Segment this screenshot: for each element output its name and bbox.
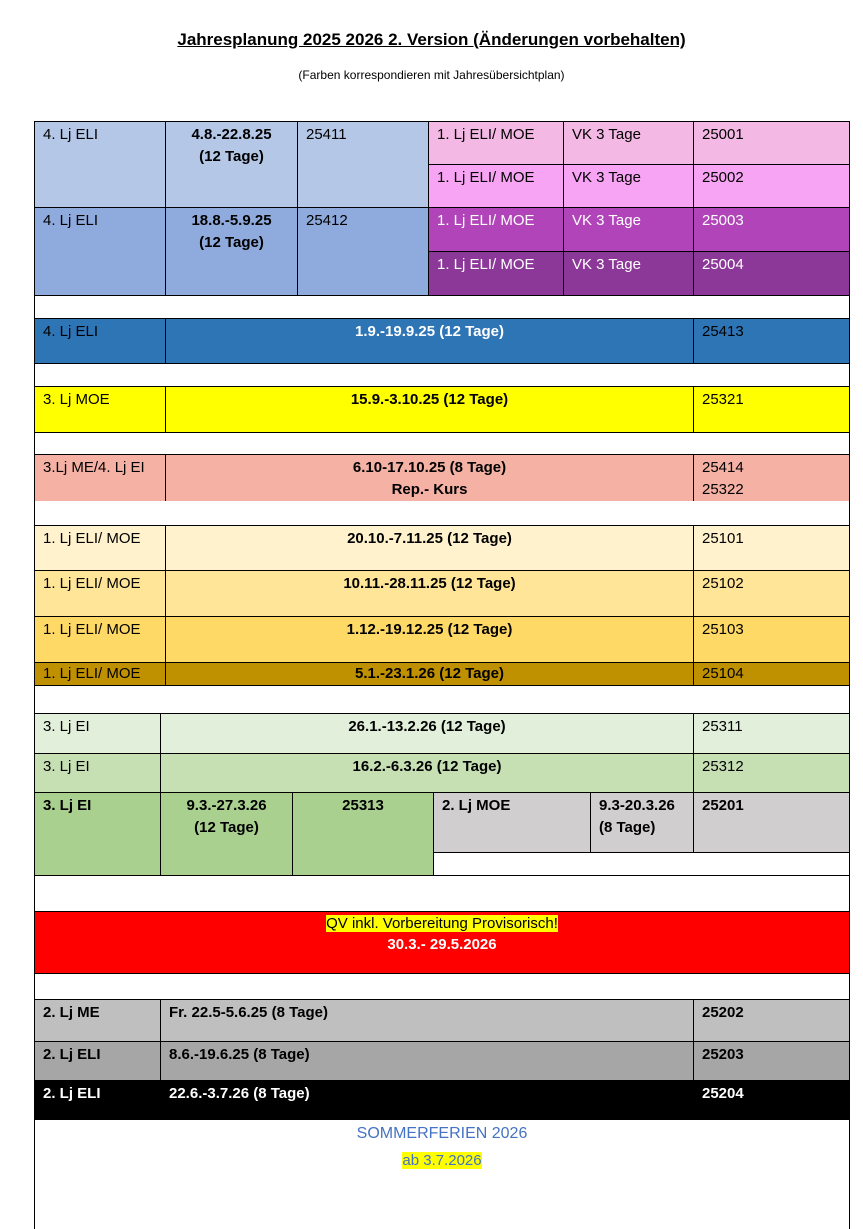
days-text: (12 Tage) <box>199 234 264 251</box>
lj-cell: 2. Lj ELI <box>34 1080 161 1120</box>
date-cell <box>165 207 298 296</box>
date-cell <box>160 792 293 876</box>
days-text: (12 Tage) <box>194 819 259 836</box>
date-cell: 16.2.-6.3.26 (12 Tage) <box>160 753 694 793</box>
lj-cell: 2. Lj ELI <box>34 1041 161 1081</box>
code-cell: 25001 <box>693 121 850 165</box>
date-text: 4.8.-22.8.25 <box>191 126 272 143</box>
date-text: 18.8.-5.9.25 <box>191 212 272 229</box>
spacer-row <box>34 295 850 319</box>
date-cell: 15.9.-3.10.25 (12 Tage) <box>165 386 694 433</box>
date-cell: 1.12.-19.12.25 (12 Tage) <box>165 616 694 663</box>
date-cell <box>165 454 694 502</box>
code-text: 25322 <box>702 481 744 498</box>
code-text: 25414 <box>702 459 744 476</box>
lj-cell: 2. Lj MOE <box>433 792 591 853</box>
spacer-row <box>34 685 850 714</box>
date-cell: 5.1.-23.1.26 (12 Tage) <box>165 662 694 686</box>
lj-cell: 3. Lj EI <box>34 713 161 754</box>
code-cell: 25103 <box>693 616 850 663</box>
code-cell: 25101 <box>693 525 850 571</box>
code-cell: 25311 <box>693 713 850 754</box>
lj-cell: 3. Lj EI <box>34 792 161 876</box>
code-cell: 25104 <box>693 662 850 686</box>
lj-cell: 1. Lj ELI/ MOE <box>34 616 166 663</box>
page-title: Jahresplanung 2025 2026 2. Version (Änderungen vorbehalten) <box>177 30 686 49</box>
code-cell: 25413 <box>693 318 850 364</box>
code-cell: 25313 <box>292 792 434 876</box>
code-cell: 25102 <box>693 570 850 617</box>
lj-cell: 4. Lj ELI <box>34 207 166 296</box>
lj-cell: 1. Lj ELI/ MOE <box>428 121 564 165</box>
sommer-date-wrap <box>34 1152 850 1169</box>
code-cell: 25321 <box>693 386 850 433</box>
lj-cell: 3. Lj EI <box>34 753 161 793</box>
vk-cell: VK 3 Tage <box>563 121 694 165</box>
code-cell: 25204 <box>693 1080 850 1120</box>
page-subtitle: (Farben korrespondieren mit Jahresübersichtplan) <box>298 68 565 82</box>
lj-cell: 1. Lj ELI/ MOE <box>428 251 564 296</box>
code-cell: 25411 <box>297 121 429 208</box>
days-text: (12 Tage) <box>199 148 264 165</box>
date-cell: 10.11.-28.11.25 (12 Tage) <box>165 570 694 617</box>
date-cell <box>590 792 694 853</box>
lj-cell: 1. Lj ELI/ MOE <box>34 525 166 571</box>
lj-cell: 1. Lj ELI/ MOE <box>34 662 166 686</box>
code-cell <box>693 454 850 502</box>
code-cell: 25312 <box>693 753 850 793</box>
lj-cell: 2. Lj ME <box>34 999 161 1042</box>
date-cell: 8.6.-19.6.25 (8 Tage) <box>160 1041 694 1081</box>
code-cell: 25412 <box>297 207 429 296</box>
lj-cell: 1. Lj ELI/ MOE <box>34 570 166 617</box>
vk-cell: VK 3 Tage <box>563 164 694 208</box>
lj-cell: 3.Lj ME/4. Lj EI <box>34 454 166 502</box>
spacer-row <box>34 973 850 1000</box>
qv-date: 30.3.- 29.5.2026 <box>387 936 497 953</box>
code-cell: 25202 <box>693 999 850 1042</box>
lj-cell: 1. Lj ELI/ MOE <box>428 207 564 252</box>
sommer-title: SOMMERFERIEN 2026 <box>356 1125 528 1142</box>
spacer-row <box>34 432 850 455</box>
code-cell: 25003 <box>693 207 850 252</box>
sommer-date: ab 3.7.2026 <box>402 1152 482 1169</box>
lj-cell: 3. Lj MOE <box>34 386 166 433</box>
date-cell <box>165 121 298 208</box>
spacer-row <box>34 501 850 526</box>
date-cell: 20.10.-7.11.25 (12 Tage) <box>165 525 694 571</box>
date-cell: 1.9.-19.9.25 (12 Tage) <box>165 318 694 364</box>
lj-cell: 4. Lj ELI <box>34 121 166 208</box>
spacer-row <box>34 875 850 912</box>
code-cell: 25002 <box>693 164 850 208</box>
lj-cell: 1. Lj ELI/ MOE <box>428 164 564 208</box>
date-cell: 26.1.-13.2.26 (12 Tage) <box>160 713 694 754</box>
date-text: 9.3-20.3.26 <box>599 797 675 814</box>
code-cell: 25201 <box>693 792 850 853</box>
days-text: (8 Tage) <box>599 819 656 836</box>
date-text: 6.10-17.10.25 (8 Tage) <box>352 459 507 476</box>
spacer-cell <box>433 852 850 876</box>
lj-cell: 4. Lj ELI <box>34 318 166 364</box>
code-cell: 25004 <box>693 251 850 296</box>
note-text: Rep.- Kurs <box>391 481 468 498</box>
code-cell: 25203 <box>693 1041 850 1081</box>
vk-cell: VK 3 Tage <box>563 251 694 296</box>
qv-row <box>34 911 850 974</box>
vk-cell: VK 3 Tage <box>563 207 694 252</box>
spacer-row <box>34 363 850 387</box>
date-text: 9.3.-27.3.26 <box>186 797 267 814</box>
date-cell: 22.6.-3.7.26 (8 Tage) <box>160 1080 694 1120</box>
qv-title: QV inkl. Vorbereitung Provisorisch! <box>326 915 558 932</box>
date-cell: Fr. 22.5-5.6.25 (8 Tage) <box>160 999 694 1042</box>
